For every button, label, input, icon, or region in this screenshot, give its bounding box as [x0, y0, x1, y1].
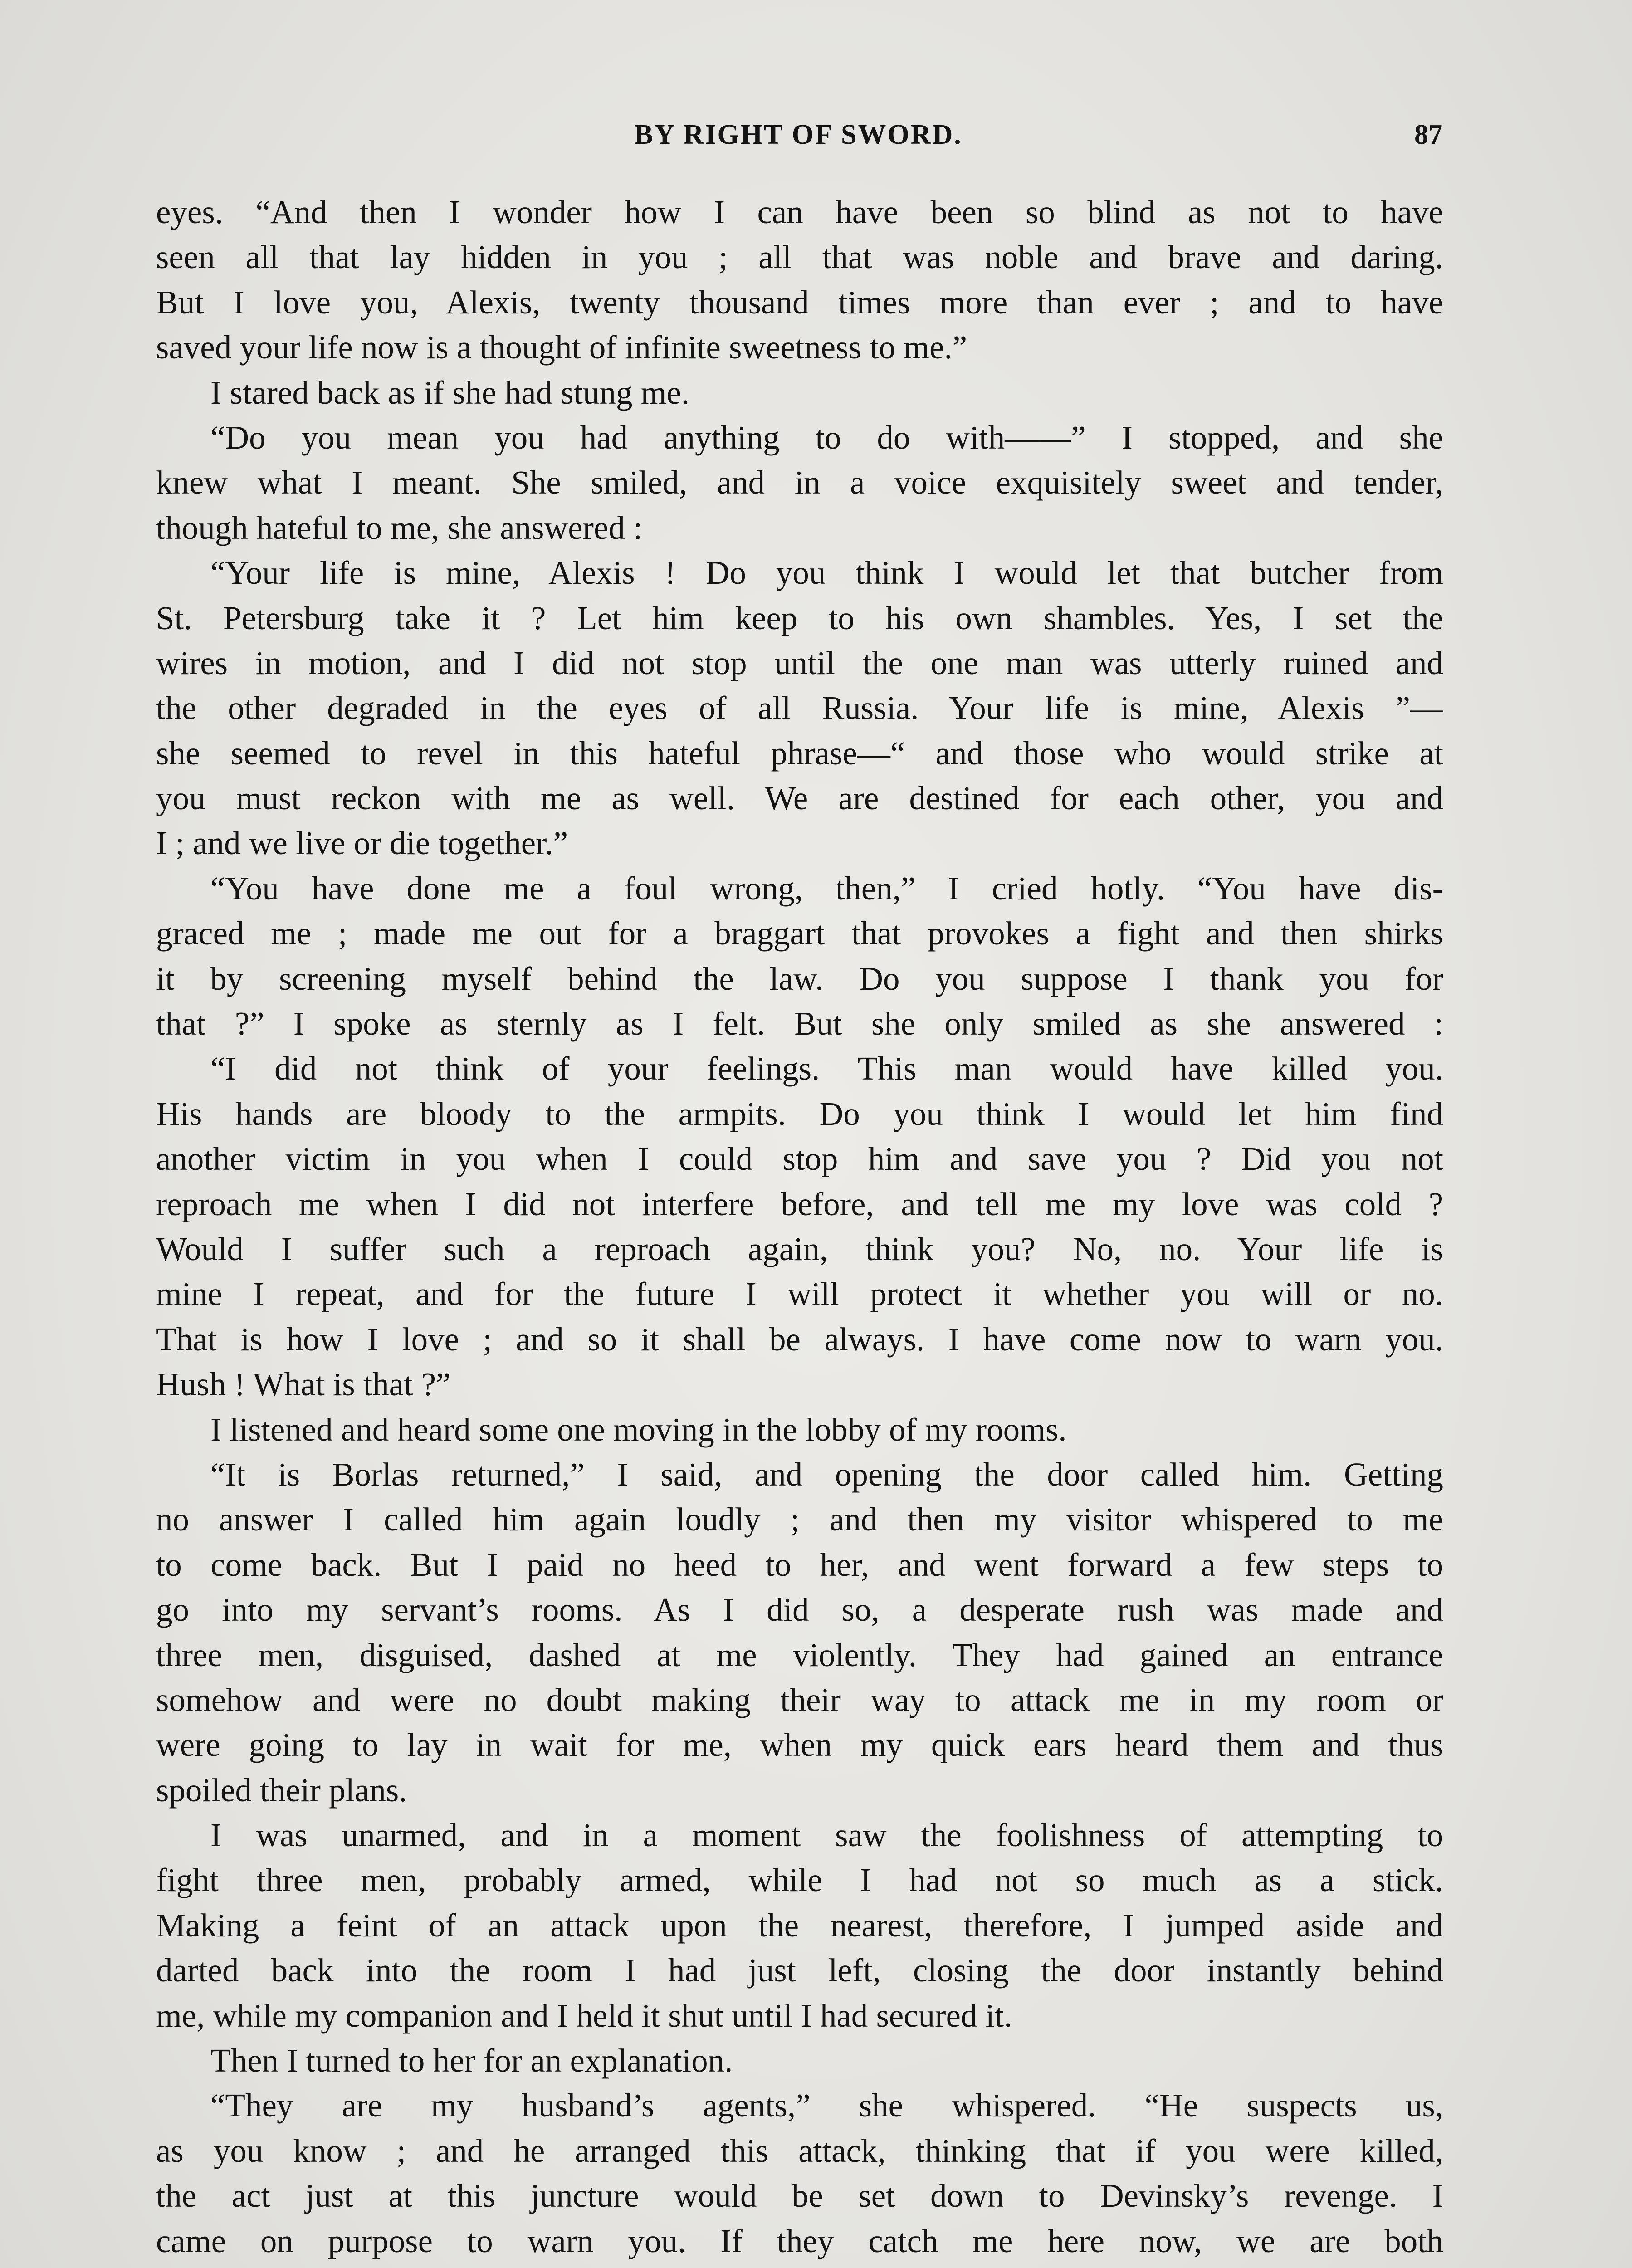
text-line: “It is Borlas returned,” I said, and opening the door called him. Getting: [210, 1456, 1443, 1493]
page-number: 87: [1414, 119, 1442, 150]
text-line: saved your life now is a thought of infinite sweetness to me.”: [156, 329, 967, 366]
text-line: came on purpose to warn you. If they catch me here now, we are both: [156, 2222, 1443, 2259]
text-line: That is how I love ; and so it shall be always. I have come now to warn you.: [156, 1320, 1443, 1358]
text-line: Making a feint of an attack upon the nearest, therefore, I jumped aside and: [156, 1906, 1443, 1944]
text-line: seen all that lay hidden in you ; all that was noble and brave and daring.: [156, 239, 1443, 276]
text-line: though hateful to me, she answered :: [156, 509, 643, 546]
text-line: fight three men, probably armed, while I had not so much as a stick.: [156, 1862, 1443, 1899]
text-line: Then I turned to her for an explanation.: [210, 2042, 733, 2079]
text-line: me, while my companion and I held it shut until I had secured it.: [156, 1997, 1012, 2034]
text-line: I ; and we live or die together.”: [156, 825, 568, 862]
text-line: I listened and heard some one moving in the lobby of my rooms.: [210, 1411, 1067, 1448]
text-line: “Do you mean you had anything to do with——” I stopped, and she: [210, 419, 1443, 456]
text-line: go into my servant’s rooms. As I did so, a desperate rush was made and: [156, 1591, 1443, 1628]
text-line: Hush ! What is that ?”: [156, 1366, 451, 1403]
text-line: [156, 2263, 1443, 2268]
text-line: were going to lay in wait for me, when my quick ears heard them and thus: [156, 1726, 1443, 1764]
body-text: [156, 190, 1443, 2268]
text-line: eyes. “And then I wonder how I can have been so blind as not to have: [156, 194, 1443, 230]
text-line: graced me ; made me out for a braggart that provokes a fight and then shirks: [156, 915, 1443, 952]
running-title: BY RIGHT OF SWORD.: [634, 119, 963, 150]
text-line: no answer I called him again loudly ; and then my visitor whispered to me: [156, 1501, 1443, 1538]
text-line: darted back into the room I had just left, closing the door instantly behind: [156, 1952, 1443, 1989]
text-line: you must reckon with me as well. We are destined for each other, you and: [156, 780, 1443, 817]
text-line: I stared back as if she had stung me.: [210, 374, 690, 411]
running-head: [154, 119, 1442, 160]
text-line: reproach me when I did not interfere before, and tell me my love was cold ?: [156, 1185, 1443, 1222]
text-line: she seemed to revel in this hateful phrase—“ and those who would strike at: [156, 734, 1443, 772]
text-line: to come back. But I paid no heed to her, and went forward a few steps to: [156, 1546, 1443, 1583]
text-line: spoiled their plans.: [156, 1771, 407, 1809]
text-line: “You have done me a foul wrong, then,” I cried hotly. “You have dis-: [210, 870, 1443, 907]
text-line: the act just at this juncture would be set down to Devinsky’s revenge. I: [156, 2177, 1443, 2214]
text-line: mine I repeat, and for the future I will protect it whether you will or no.: [156, 1276, 1443, 1313]
text-line: “I did not think of your feelings. This man would have killed you.: [210, 1050, 1443, 1087]
text-line: three men, disguised, dashed at me violently. They had gained an entrance: [156, 1636, 1443, 1673]
text-line: “Your life is mine, Alexis ! Do you think I would let that butcher from: [210, 554, 1443, 591]
text-line: But I love you, Alexis, twenty thousand times more than ever ; and to have: [156, 284, 1443, 321]
text-line: another victim in you when I could stop him and save you ? Did you not: [156, 1140, 1443, 1178]
text-line: wires in motion, and I did not stop until the one man was utterly ruined and: [156, 644, 1443, 681]
text-line: His hands are bloody to the armpits. Do you think I would let him find: [156, 1095, 1443, 1132]
text-line: it by screening myself behind the law. Do you suppose I thank you for: [156, 960, 1443, 997]
text-line: St. Petersburg take it ? Let him keep to his own shambles. Yes, I set the: [156, 599, 1443, 636]
text-line: Would I suffer such a reproach again, think you? No, no. Your life is: [156, 1230, 1443, 1267]
text-line: that ?” I spoke as sternly as I felt. But she only smiled as she answered :: [156, 1005, 1443, 1042]
text-line: “They are my husband’s agents,” she whispered. “He suspects us,: [210, 2087, 1443, 2124]
text-line: knew what I meant. She smiled, and in a voice exquisitely sweet and tender,: [156, 464, 1443, 501]
text-line: as you know ; and he arranged this attack, thinking that if you were killed,: [156, 2132, 1443, 2169]
text-line: somehow and were no doubt making their way to attack me in my room or: [156, 1681, 1443, 1718]
text-line: the other degraded in the eyes of all Russia. Your life is mine, Alexis ”—: [156, 689, 1443, 727]
text-line: I was unarmed, and in a moment saw the foolishness of attempting to: [210, 1817, 1443, 1854]
